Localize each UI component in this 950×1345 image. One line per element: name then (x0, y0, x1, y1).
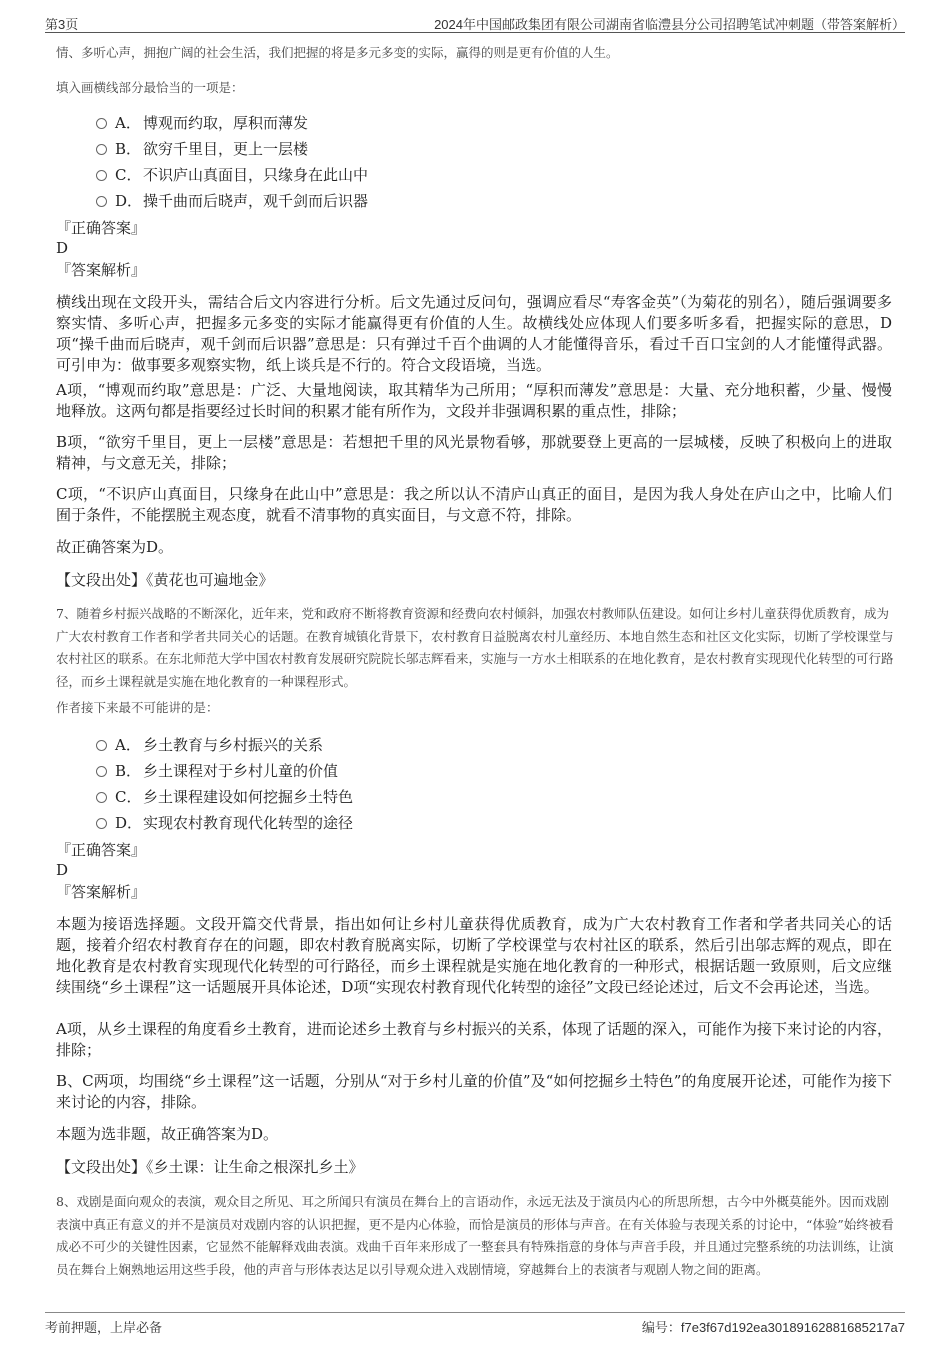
q6-conclusion: 故正确答案为D。 (56, 538, 174, 556)
document-title: 2024年中国邮政集团有限公司湖南省临澧县分公司招聘笔试冲刺题（带答案解析） (434, 17, 905, 32)
radio-icon[interactable] (96, 818, 107, 829)
q6-option-b[interactable]: B． 欲穷千里目，更上一层楼 (96, 138, 308, 160)
q6-answer: D (56, 239, 69, 257)
q6-analysis-a: A项，“博观而约取”意思是：广泛、大量地阅读，取其精华为己所用；“厚积而薄发”意思是：大量、充分地积蓄，少量、慢慢地释放。这两句都是指要经过长时间的积累才能有所作为，文段并非强调积累的重点性，排除； (56, 381, 892, 420)
q7-answer: D (56, 861, 69, 879)
q6-analysis-label: 『答案解析』 (56, 261, 147, 279)
q7-option-c[interactable]: C． 乡土课程建设如何挖掘乡土特色 (96, 786, 353, 808)
page-footer (45, 1312, 905, 1335)
radio-icon[interactable] (96, 144, 107, 155)
q7-option-a[interactable]: A． 乡土教育与乡村振兴的关系 (96, 734, 323, 756)
q7-passage: 7、随着乡村振兴战略的不断深化，近年来，党和政府不断将教育资源和经费向农村倾斜，加强农村教师队伍建设。如何让乡村儿童获得优质教育，成为广大农村教育工作者和学者共同关心的话题。在教育城镇化背景下，农村教育日益脱离农村儿童经历、本地自然生态和社区文化实际，切断了学校课堂与农村社区的联系。在东北师范大学中国农村教育发展研究院院长邬志辉看来，实施与一方水土相联系的在地化教育，是农村教育实现现代化转型的可行路径，而乡土课程就是实施在地化教育的一种课程形式。 (56, 606, 894, 689)
q7-option-b[interactable]: B． 乡土课程对于乡村儿童的价值 (96, 760, 338, 782)
q7-conclusion: 本题为选非题，故正确答案为D。 (56, 1125, 279, 1143)
q7-answer-label: 『正确答案』 (56, 841, 147, 859)
document-id: 编号：f7e3f67d192ea30189162881685217a7 (641, 1320, 905, 1335)
radio-icon[interactable] (96, 118, 107, 129)
page-number: 第3页 (45, 17, 79, 32)
q8-passage: 8、戏剧是面向观众的表演，观众目之所见、耳之所闻只有演员在舞台上的言语动作，永远无法及于演员内心的所思所想，古今中外概莫能外。因而戏剧表演中真正有意义的并不是演员对戏剧内容的认识把握，更不是内心体验，而恰是演员的形体与声音。在有关体验与表现关系的讨论中，“体验”始终被看成必不可少的关键性因素，它显然不能解释戏曲表演。戏曲千百年来形成了一整套具有特殊指意的身体与声音手段，并且通过完整系统的功法训练，让演员在舞台上娴熟地运用这些手段，他的声音与形体表达足以引导观众进入戏剧情境，穿越舞台上的表演者与观剧人物之间的距离。 (56, 1194, 894, 1277)
q7-stem: 作者接下来最不可能讲的是： (56, 700, 219, 715)
page-header (45, 12, 905, 33)
q6-source: 【文段出处】《黄花也可遍地金》 (56, 571, 274, 589)
radio-icon[interactable] (96, 196, 107, 207)
q6-option-d[interactable]: D．操千曲而后晓声，观千剑而后识器 (96, 190, 368, 212)
q7-analysis-a: A项，从乡土课程的角度看乡土教育，进而论述乡土教育与乡村振兴的关系，体现了话题的深入，可能作为接下来讨论的内容，排除； (56, 1020, 892, 1059)
q6-passage-tail: 情、多听心声，拥抱广阔的社会生活，我们把握的将是多元多变的实际，赢得的则是更有价值的人生。 (56, 45, 619, 60)
q6-answer-label: 『正确答案』 (56, 219, 147, 237)
q7-option-d[interactable]: D．实现农村教育现代化转型的途径 (96, 812, 353, 834)
q6-analysis-c: C项，“不识庐山真面目，只缘身在此山中”意思是：我之所以认不清庐山真正的面目，是因为我人身处在庐山之中，比喻人们囿于条件，不能摆脱主观态度，就看不清事物的真实面目，与文意不符，排除。 (56, 485, 892, 524)
q6-analysis-main: 横线出现在文段开头，需结合后文内容进行分析。后文先通过反问句，强调应看尽“寿客金英”（为菊花的别名），随后强调要多察实情、多听心声，把握多元多变的实际才能赢得更有价值的人生。故横线处应体现人们要多听多看，把握实际的意思，D项“操千曲而后晓声，观千剑而后识器”意思是：只有弹过千百个曲调的人才能懂得音乐，看过千百口宝剑的人才能懂得武器。可引申为：做事要多观察实物，纸上谈兵是不行的。符合文段语境，当选。 (56, 293, 892, 374)
footer-slogan: 考前押题，上岸必备 (45, 1320, 163, 1335)
q7-source: 【文段出处】《乡土课：让生命之根深扎乡土》 (56, 1158, 364, 1176)
radio-icon[interactable] (96, 740, 107, 751)
q6-analysis-b: B项，“欲穷千里目，更上一层楼”意思是：若想把千里的风光景物看够，那就要登上更高的一层城楼，反映了积极向上的进取精神，与文意无关，排除； (56, 433, 892, 472)
radio-icon[interactable] (96, 766, 107, 777)
q7-analysis-main: 本题为接语选择题。文段开篇交代背景，指出如何让乡村儿童获得优质教育，成为广大农村教育工作者和学者共同关心的话题，接着介绍农村教育存在的问题，即农村教育脱离实际，切断了学校课堂与农村社区的联系，然后引出邬志辉的观点，即在地化教育是农村教育实现现代化转型的可行路径，而乡土课程就是实施在地化教育的一种形式，根据话题一致原则，后文应继续围绕“乡土课程”这一话题展开具体论述，D项“实现农村教育现代化转型的途径”文段已经论述过，后文不会再论述，当选。 (56, 915, 892, 996)
q7-analysis-bc: B、C两项，均围绕“乡土课程”这一话题，分别从“对于乡村儿童的价值”及“如何挖掘乡土特色”的角度展开论述，可能作为接下来讨论的内容，排除。 (56, 1072, 892, 1111)
q6-option-a[interactable]: A． 博观而约取，厚积而薄发 (96, 112, 308, 134)
radio-icon[interactable] (96, 170, 107, 181)
q6-stem: 填入画横线部分最恰当的一项是： (56, 80, 244, 95)
q7-analysis-label: 『答案解析』 (56, 883, 147, 901)
q6-option-c[interactable]: C． 不识庐山真面目，只缘身在此山中 (96, 164, 368, 186)
radio-icon[interactable] (96, 792, 107, 803)
